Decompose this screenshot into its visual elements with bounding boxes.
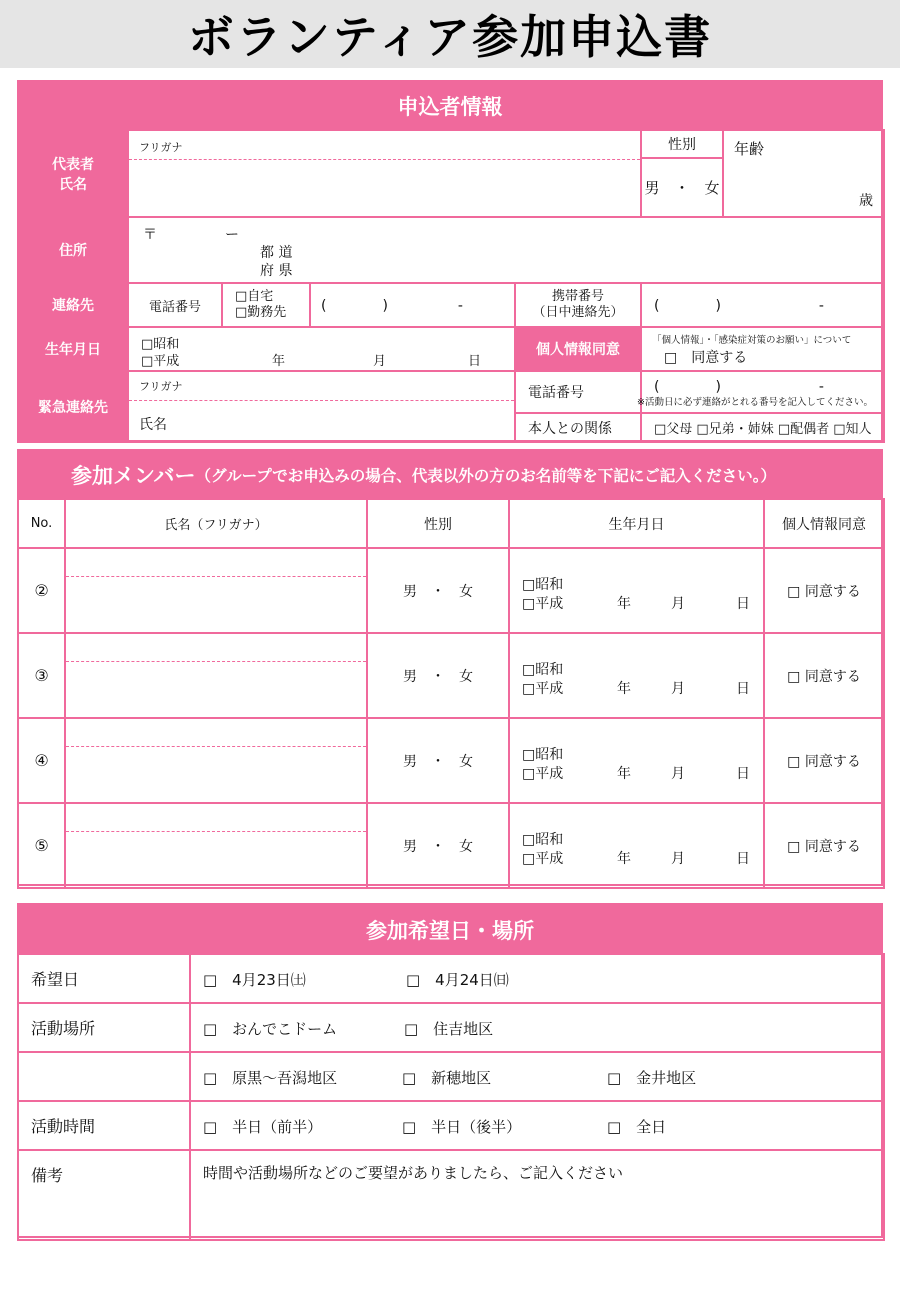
era-showa[interactable]: □昭和 bbox=[522, 577, 564, 593]
members-table bbox=[17, 498, 885, 889]
member-privacy-checkbox[interactable]: □ 同意する bbox=[764, 633, 884, 718]
member-no: ③ bbox=[18, 633, 65, 718]
time-option-first-half[interactable]: □ 半日（前半） bbox=[203, 1118, 323, 1136]
members-header-sub: （グループでお申込みの場合、代表以外の方のお名前等を下記にご記入ください。） bbox=[195, 467, 777, 485]
applicant-section-header: 申込者情報 bbox=[19, 82, 881, 130]
note-field[interactable]: 時間や活動場所などのご要望がありましたら、ご記入ください bbox=[190, 1150, 884, 1240]
privacy-agree-checkbox[interactable]: □ 同意する bbox=[664, 350, 748, 366]
privacy-consent-field[interactable] bbox=[641, 327, 884, 371]
year-unit: 年 bbox=[617, 681, 631, 697]
schedule-section-header: 参加希望日・場所 bbox=[19, 905, 881, 954]
note-label: 備考 bbox=[18, 1150, 190, 1240]
birthdate-field[interactable] bbox=[128, 327, 515, 371]
day-unit: 日 bbox=[468, 354, 482, 369]
date-option-0424[interactable]: □ 4月24日㈰ bbox=[406, 971, 509, 989]
member-privacy-checkbox[interactable]: □ 同意する bbox=[764, 803, 884, 888]
emergency-name-label: 氏名 bbox=[139, 417, 167, 433]
schedule-section bbox=[17, 903, 883, 1238]
member-gender-options[interactable]: 男 ・ 女 bbox=[367, 633, 509, 718]
place-options-row-2 bbox=[190, 1052, 884, 1101]
date-options bbox=[190, 954, 884, 1003]
member-no: ④ bbox=[18, 718, 65, 803]
place-option-haraguro-agata[interactable]: □ 原黒～吾潟地区 bbox=[203, 1069, 338, 1087]
representative-name-field[interactable] bbox=[128, 130, 641, 217]
place-label-empty bbox=[18, 1052, 190, 1101]
era-showa[interactable]: □昭和 bbox=[141, 337, 180, 352]
phone-field[interactable]: ( ) - bbox=[310, 283, 515, 327]
col-header-privacy: 個人情報同意 bbox=[764, 499, 884, 548]
era-heisei[interactable]: □平成 bbox=[522, 851, 564, 867]
era-showa[interactable]: □昭和 bbox=[522, 747, 564, 763]
furigana-label: フリガナ bbox=[139, 141, 183, 154]
month-unit: 月 bbox=[671, 681, 685, 697]
member-row bbox=[18, 633, 884, 718]
schedule-table bbox=[17, 953, 885, 1241]
date-label: 希望日 bbox=[18, 954, 190, 1003]
prefecture-line-2: 府 県 bbox=[260, 263, 293, 279]
year-unit: 年 bbox=[617, 851, 631, 867]
place-option-kanai[interactable]: □ 金井地区 bbox=[607, 1069, 697, 1087]
member-gender-options[interactable]: 男 ・ 女 bbox=[367, 548, 509, 633]
applicant-table bbox=[17, 129, 885, 443]
title-bar bbox=[0, 0, 900, 68]
member-no: ② bbox=[18, 548, 65, 633]
page-title: ボランティア参加申込書 bbox=[187, 10, 713, 64]
applicant-section bbox=[17, 80, 883, 442]
prefecture-line-1: 都 道 bbox=[260, 245, 293, 261]
phone-label: 電話番号 bbox=[128, 283, 222, 327]
place-option-niibo[interactable]: □ 新穂地区 bbox=[402, 1069, 492, 1087]
era-showa[interactable]: □昭和 bbox=[522, 832, 564, 848]
time-option-second-half[interactable]: □ 半日（後半） bbox=[402, 1118, 522, 1136]
place-option-ondeko-dome[interactable]: □ おんでこドーム bbox=[203, 1020, 338, 1038]
privacy-label: 個人情報同意 bbox=[515, 327, 641, 371]
member-row bbox=[18, 803, 884, 888]
day-unit: 日 bbox=[736, 851, 750, 867]
mobile-field[interactable]: ( ) - bbox=[641, 283, 884, 327]
gender-cell bbox=[641, 130, 723, 217]
year-unit: 年 bbox=[617, 766, 631, 782]
emergency-furigana-label: フリガナ bbox=[139, 380, 183, 393]
member-name-field[interactable] bbox=[65, 548, 367, 633]
year-unit: 年 bbox=[272, 354, 286, 369]
home-option[interactable]: □自宅 bbox=[235, 289, 274, 304]
time-option-full-day[interactable]: □ 全日 bbox=[607, 1118, 667, 1136]
col-header-no: No. bbox=[18, 499, 65, 548]
time-label: 活動時間 bbox=[18, 1101, 190, 1150]
place-option-sumiyoshi[interactable]: □ 住吉地区 bbox=[404, 1020, 494, 1038]
relation-label: 本人との関係 bbox=[515, 413, 641, 442]
place-options-row-1 bbox=[190, 1003, 884, 1052]
age-field[interactable] bbox=[723, 130, 884, 217]
month-unit: 月 bbox=[671, 851, 685, 867]
address-field[interactable] bbox=[128, 217, 884, 283]
address-label: 住所 bbox=[18, 217, 128, 283]
member-privacy-checkbox[interactable]: □ 同意する bbox=[764, 548, 884, 633]
place-label: 活動場所 bbox=[18, 1003, 190, 1052]
representative-name-label: 代表者 氏名 bbox=[18, 130, 128, 217]
mobile-label: 携帯番号 （日中連絡先） bbox=[515, 283, 641, 327]
era-heisei[interactable]: □平成 bbox=[522, 596, 564, 612]
member-gender-options[interactable]: 男 ・ 女 bbox=[367, 718, 509, 803]
member-birthdate-field[interactable] bbox=[509, 633, 764, 718]
era-showa[interactable]: □昭和 bbox=[522, 662, 564, 678]
members-section-header bbox=[19, 451, 881, 499]
privacy-note: 「個人情報」・「感染症対策のお願い」について bbox=[652, 335, 852, 346]
postal-mark: 〒 bbox=[143, 227, 157, 243]
col-header-gender: 性別 bbox=[367, 499, 509, 548]
gender-options[interactable]: 男 ・ 女 bbox=[644, 179, 720, 197]
members-section bbox=[17, 449, 883, 886]
date-option-0423[interactable]: □ 4月23日㈯ bbox=[203, 971, 306, 989]
day-unit: 日 bbox=[736, 681, 750, 697]
relation-options[interactable]: □父母 □兄弟・姉妹 □配偶者 □知人 bbox=[641, 413, 884, 442]
birthdate-label: 生年月日 bbox=[18, 327, 128, 371]
member-row bbox=[18, 548, 884, 633]
member-name-field[interactable] bbox=[65, 718, 367, 803]
month-unit: 月 bbox=[671, 596, 685, 612]
member-name-field[interactable] bbox=[65, 803, 367, 888]
member-gender-options[interactable]: 男 ・ 女 bbox=[367, 803, 509, 888]
member-birthdate-field[interactable] bbox=[509, 718, 764, 803]
member-name-field[interactable] bbox=[65, 633, 367, 718]
month-unit: 月 bbox=[671, 766, 685, 782]
emergency-note: ※活動日に必ず連絡がとれる番号を記入してください。 bbox=[637, 397, 873, 408]
members-header-main: 参加メンバー bbox=[71, 464, 196, 488]
time-options bbox=[190, 1101, 884, 1150]
emergency-contact-label: 緊急連絡先 bbox=[18, 371, 128, 442]
member-birthdate-field[interactable] bbox=[509, 548, 764, 633]
emergency-name-field[interactable] bbox=[128, 371, 515, 442]
age-unit: 歳 bbox=[859, 193, 873, 209]
col-header-name: 氏名（フリガナ） bbox=[65, 499, 367, 548]
emergency-phone-format: ( ) - bbox=[654, 379, 824, 395]
phone-type-options[interactable] bbox=[222, 283, 310, 327]
member-no: ⑤ bbox=[18, 803, 65, 888]
month-unit: 月 bbox=[373, 354, 387, 369]
emergency-phone-label: 電話番号 bbox=[515, 371, 641, 413]
member-row bbox=[18, 718, 884, 803]
member-privacy-checkbox[interactable]: □ 同意する bbox=[764, 718, 884, 803]
day-unit: 日 bbox=[736, 596, 750, 612]
day-unit: 日 bbox=[736, 766, 750, 782]
emergency-phone-field[interactable] bbox=[637, 371, 884, 413]
year-unit: 年 bbox=[617, 596, 631, 612]
era-heisei[interactable]: □平成 bbox=[522, 766, 564, 782]
age-label: 年齢 bbox=[734, 140, 765, 158]
postal-dash: ー bbox=[225, 227, 239, 243]
office-option[interactable]: □勤務先 bbox=[235, 305, 287, 320]
era-heisei[interactable]: □平成 bbox=[141, 354, 180, 369]
era-heisei[interactable]: □平成 bbox=[522, 681, 564, 697]
col-header-birthdate: 生年月日 bbox=[509, 499, 764, 548]
member-birthdate-field[interactable] bbox=[509, 803, 764, 888]
contact-label: 連絡先 bbox=[18, 283, 128, 327]
gender-label: 性別 bbox=[642, 131, 722, 159]
